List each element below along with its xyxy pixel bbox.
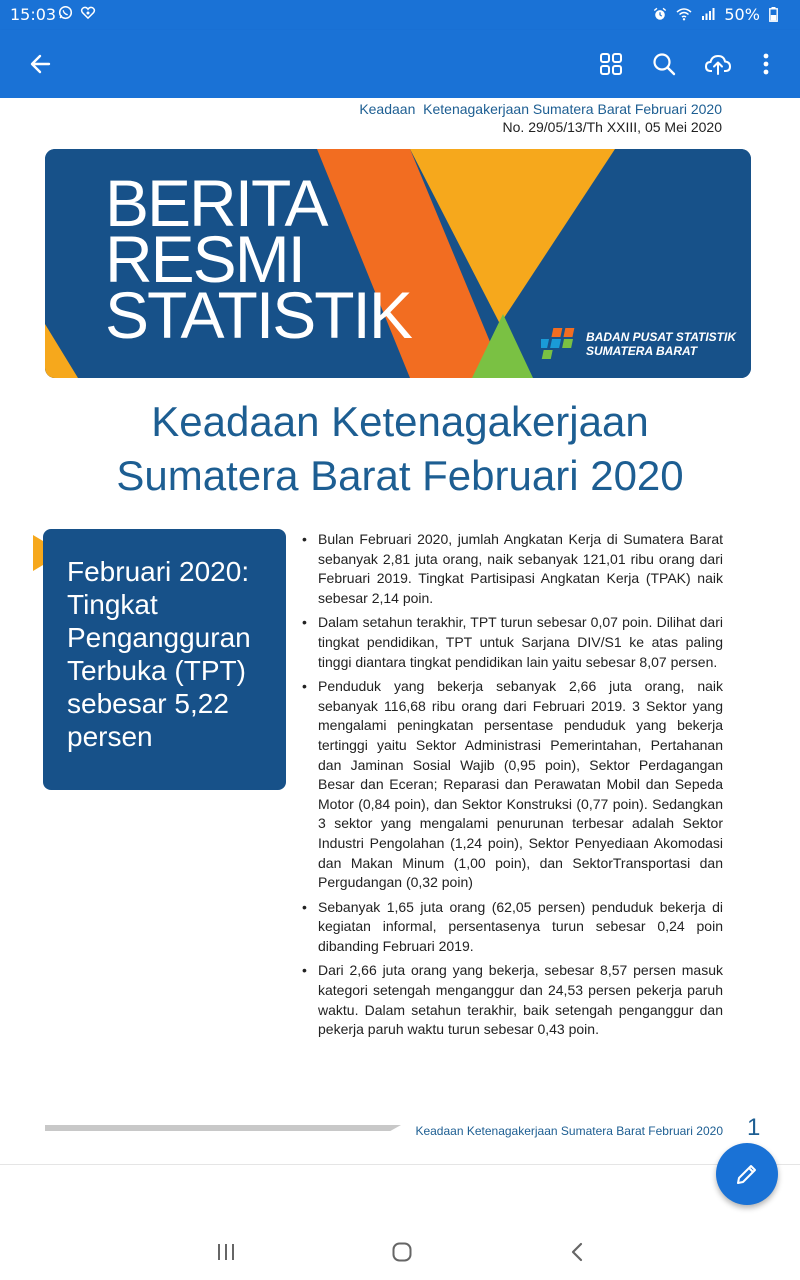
bps-org-name <box>586 330 736 358</box>
page-divider <box>0 1164 800 1165</box>
main-title-line1: Keadaan Ketenagakerjaan <box>151 398 649 445</box>
signal-icon <box>701 5 720 24</box>
bps-org-line1: BADAN PUSAT STATISTIK <box>586 330 736 344</box>
notification-icons <box>58 4 96 22</box>
bps-logo-icon <box>541 325 581 361</box>
more-vert-icon[interactable] <box>752 50 780 78</box>
bullet-item: • Dari 2,66 juta orang yang bekerja, sebesar 8,57 persen masuk kategori setengah menganggur dan 24,53 persen pekerja paruh waktu. Dalam setahun terakhir, baik setengah penganggur dan pekerja paruh waktu turun sebesar 0,43 poin. <box>300 961 723 1039</box>
cloud-upload-icon[interactable] <box>704 50 732 78</box>
highlight-box <box>43 529 286 790</box>
brs-banner <box>45 149 751 378</box>
search-icon[interactable] <box>650 50 678 78</box>
battery-icon <box>769 5 778 24</box>
bullet-item: • Dalam setahun terakhir, TPT turun sebesar 0,07 poin. Dilihat dari tingkat pendidikan, TPT untuk Sarjana DIV/S1 ke atas paling tinggi diantara tingkat pendidikan lain yaitu sebesar 8,07 persen. <box>300 613 723 672</box>
back-arrow-icon[interactable] <box>27 50 55 78</box>
bullet-item: • Sebanyak 1,65 juta orang (62,05 persen) penduduk bekerja di kegiatan informal, persentasenya turun sebesar 0,24 poin dibanding Februari 2019. <box>300 898 723 957</box>
status-time: 15:03 <box>10 5 57 24</box>
document-page <box>0 98 800 1164</box>
whatsapp-icon <box>58 4 80 22</box>
page-number: 1 <box>747 1114 761 1141</box>
battery-text: 50% <box>724 5 760 24</box>
edit-pencil-icon <box>734 1161 760 1187</box>
bps-org-line2: SUMATERA BARAT <box>586 344 698 358</box>
home-icon[interactable] <box>390 1240 414 1264</box>
app-toolbar <box>0 30 800 98</box>
app-notification-icon <box>80 4 96 22</box>
brs-wordmark <box>105 166 411 352</box>
grid-view-icon[interactable] <box>597 50 625 78</box>
status-right <box>649 5 778 24</box>
main-title <box>0 395 800 503</box>
footer-title: Keadaan Ketenagakerjaan Sumatera Barat Februari 2020 <box>415 1124 723 1138</box>
alarm-icon <box>653 5 672 24</box>
brs-line-resmi: RESMI <box>105 222 305 296</box>
bullet-item: • Penduduk yang bekerja sebanyak 2,66 juta orang, naik sebanyak 116,68 ribu orang dari Februari 2019. 3 Sektor yang mengalami peningkatan persentase penduduk yang bekerja tertinggi yaitu Sektor Administrasi Pemerintahan, Pertahanan dan Jaminan Sosial Wajib (0,95 poin), Sektor Perdagangan Besar dan Eceran; Reparasi dan Perawatan Mobil dan Sepeda Motor (0,84 poin), dan Sektor Konstruksi (0,77 poin). Sedangkan 3 sektor yang mengalami penurunan terbesar adalah Sektor Industri Pengolahan (1,24 poin), Sektor Penyediaan Akomodasi dan Makan Minum (1,00 poin), dan SektorTransportasi dan Pergudangan (0,32 poin) <box>300 677 723 893</box>
brs-line-berita: BERITA <box>105 166 327 240</box>
header-title: Keadaan Ketenagakerjaan Sumatera Barat Februari 2020 <box>359 101 722 117</box>
recent-apps-icon[interactable] <box>214 1240 238 1264</box>
main-title-line2: Sumatera Barat Februari 2020 <box>116 452 684 499</box>
header-number: No. 29/05/13/Th XXIII, 05 Mei 2020 <box>502 119 722 135</box>
highlight-text: Februari 2020: Tingkat Pengangguran Terbuka (TPT) sebesar 5,22 persen <box>67 556 251 752</box>
brs-line-statistik: STATISTIK <box>105 278 411 352</box>
back-icon[interactable] <box>566 1240 590 1264</box>
summary-bullets <box>300 530 723 1045</box>
status-bar <box>0 0 800 30</box>
footer-rule <box>45 1125 401 1131</box>
bullet-item: • Bulan Februari 2020, jumlah Angkatan Kerja di Sumatera Barat sebanyak 2,81 juta orang, naik sebanyak 121,01 ribu orang dari Februari 2019. Tingkat Partisipasi Angkatan Kerja (TPAK) naik sebesar 2,14 poin. <box>300 530 723 608</box>
system-nav-bar <box>0 1222 800 1280</box>
wifi-icon <box>676 5 697 24</box>
edit-fab-button[interactable] <box>716 1143 778 1205</box>
